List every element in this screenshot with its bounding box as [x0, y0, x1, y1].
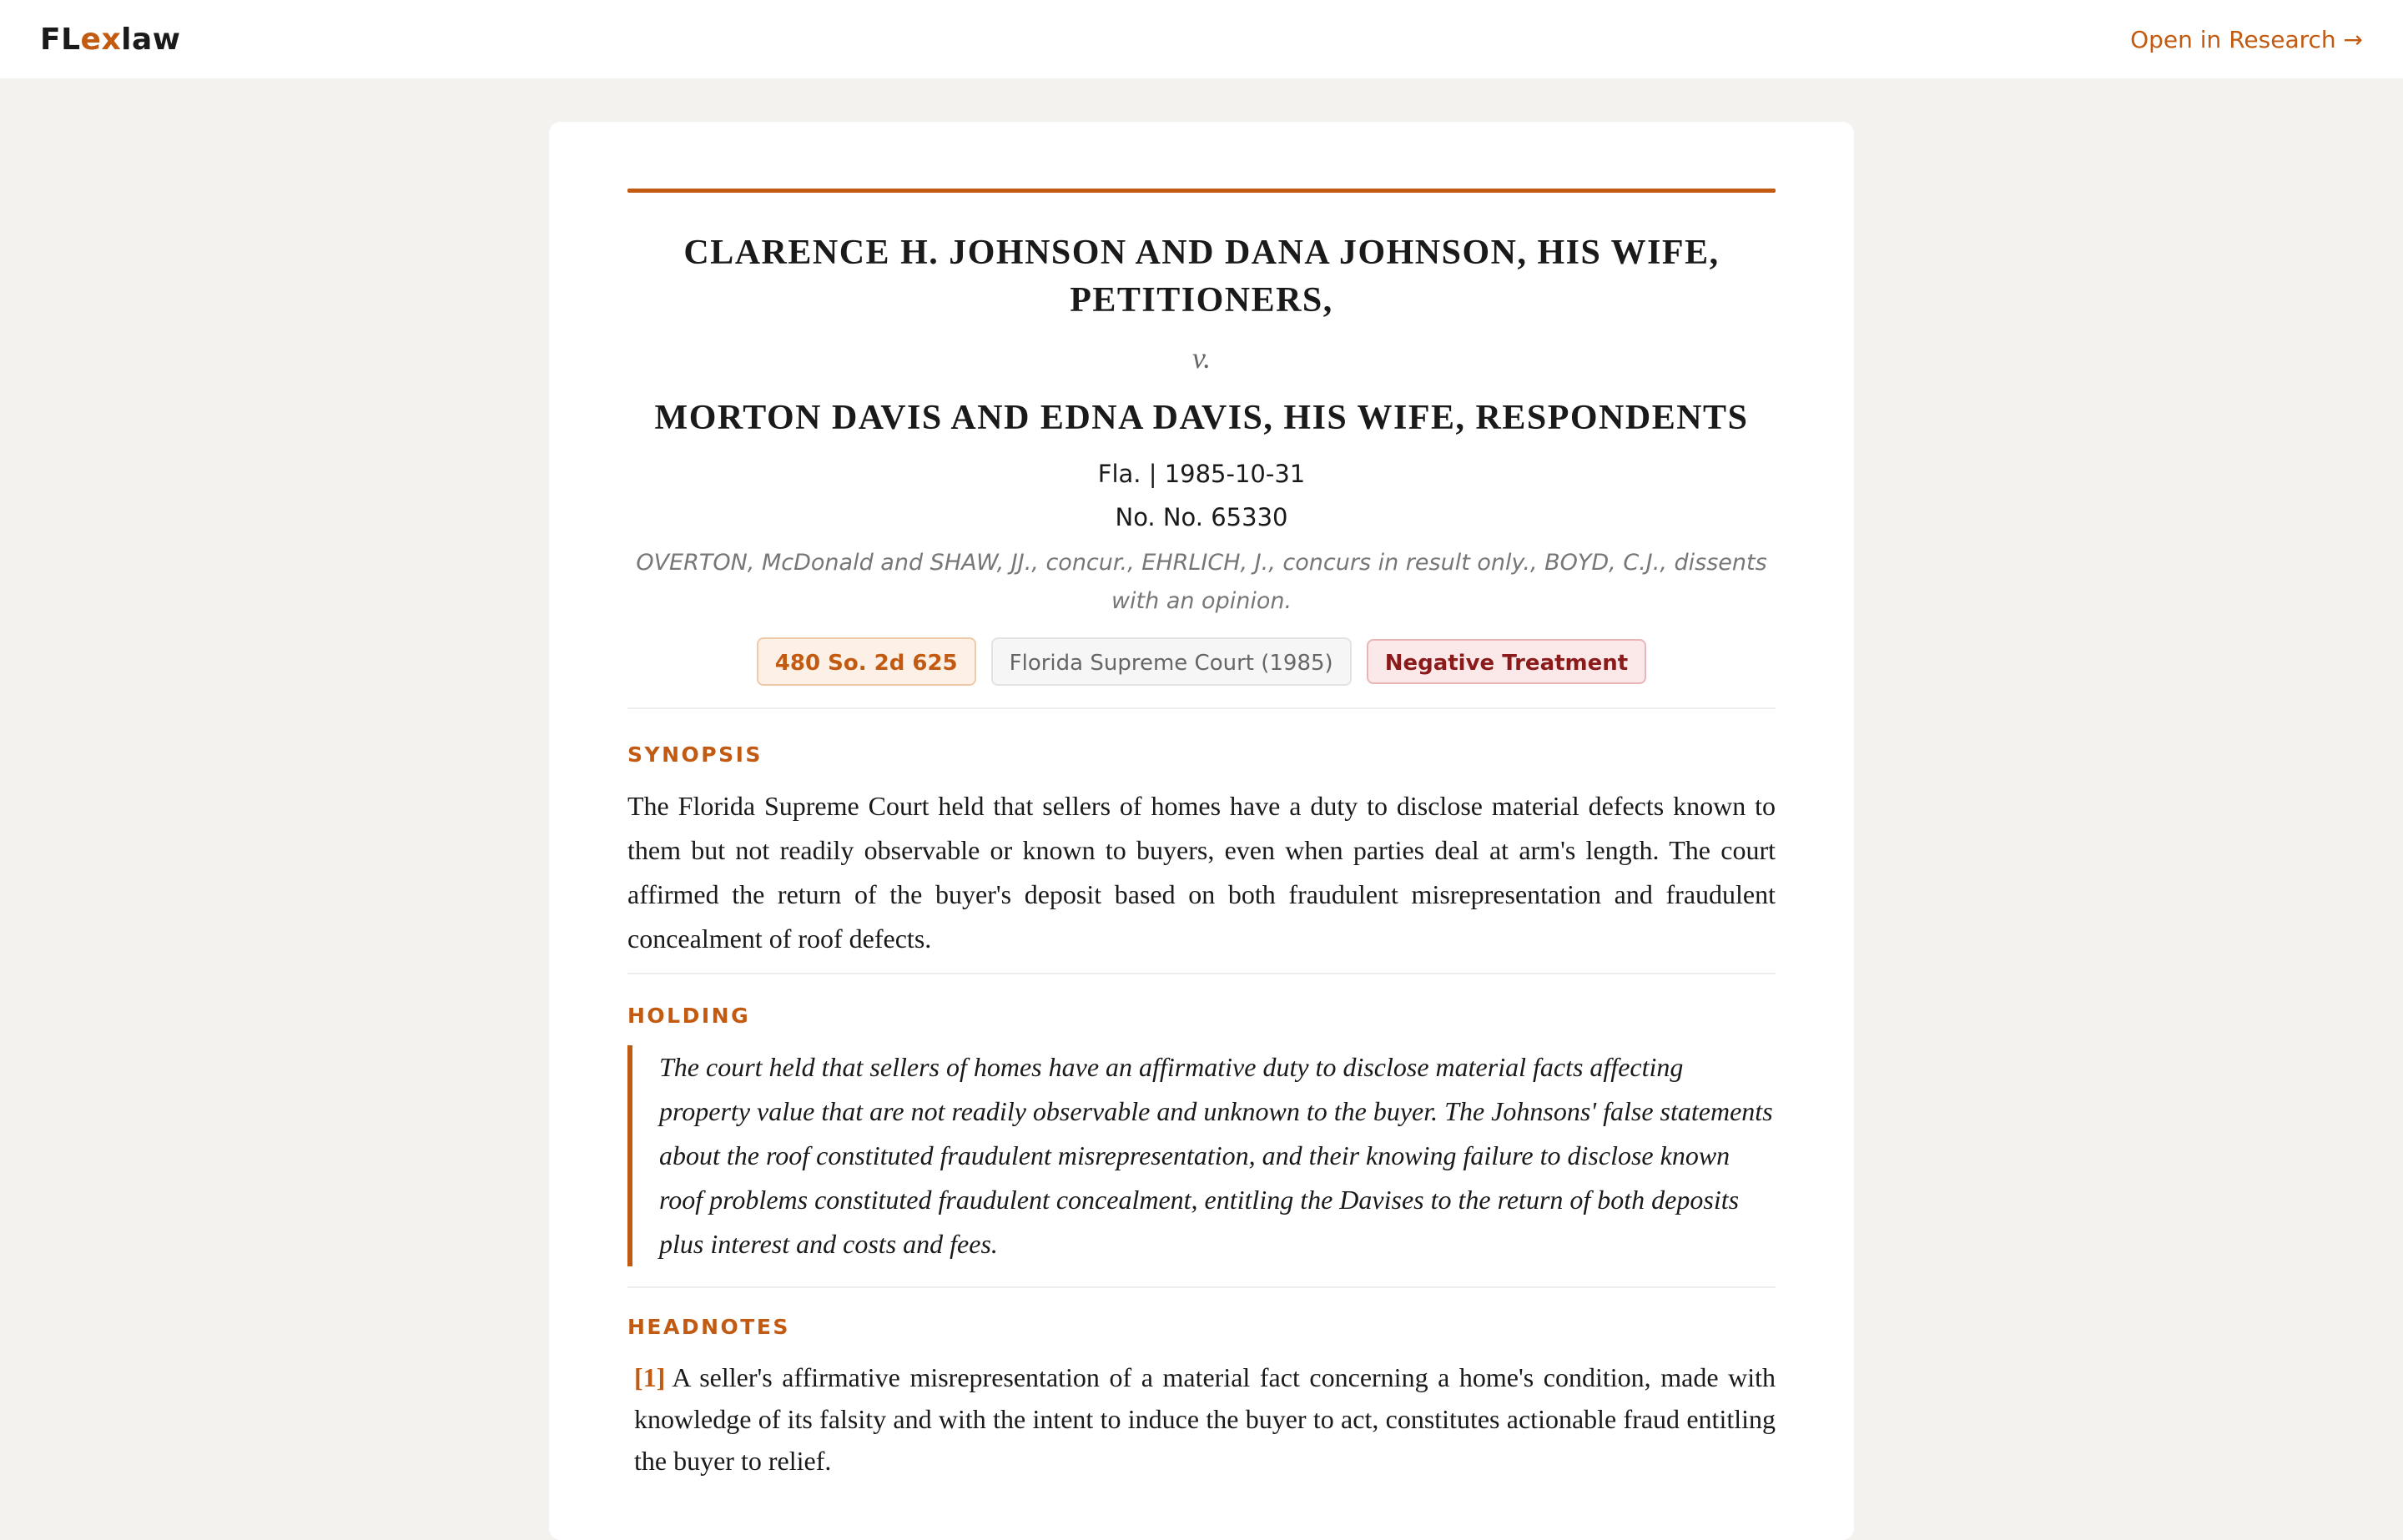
court-date: Fla. | 1985-10-31 [1097, 460, 1306, 488]
divider [627, 707, 1776, 709]
docket-number: No. No. 65330 [1115, 503, 1288, 531]
headnote-item [627, 1356, 1776, 1482]
negative-treatment-badge[interactable]: Negative Treatment [1367, 639, 1647, 684]
headnotes-heading: HEADNOTES [627, 1315, 790, 1339]
judges-line: OVERTON, McDonald and SHAW, JJ., concur., EHRLICH, J., concurs in result only., BOYD, C.J., dissents with an opinion. [636, 550, 1767, 614]
synopsis-text: The Florida Supreme Court held that sellers of homes have a duty to disclose material defects known to them but not readily observable or known to buyers, even when parties deal at arm's length. The court affirmed the return of the buyer's deposit based on both fraudulent misrepresentation and fraudulent concealment of roof defects. [627, 791, 1776, 954]
divider [627, 973, 1776, 974]
headnote-number[interactable]: [1] [634, 1362, 666, 1392]
accent-rule [627, 189, 1776, 193]
synopsis-heading: SYNOPSIS [627, 742, 763, 767]
divider [627, 1286, 1776, 1288]
case-card [549, 122, 1854, 1540]
respondents-title: MORTON DAVIS AND EDNA DAVIS, HIS WIFE, RESPONDENTS [654, 399, 1749, 437]
logo-accent: ex [80, 22, 122, 57]
badge-row [627, 637, 1776, 686]
holding-quote: The court held that sellers of homes have an affirmative duty to disclose material facts affecting property value that are not readily observable and unknown to the buyer. The Johnsons' false statements about the roof constituted fraudulent misrepresentation, and their knowing failure to disclose known roof problems constituted fraudulent concealment, entitling the Davises to the return of both deposits plus interest and costs and fees. [627, 1045, 1776, 1266]
brand-logo[interactable] [40, 23, 181, 57]
court-badge: Florida Supreme Court (1985) [991, 637, 1352, 686]
petitioners-title: CLARENCE H. JOHNSON AND DANA JOHNSON, HIS WIFE, PETITIONERS, [683, 234, 1720, 320]
holding-heading: HOLDING [627, 1004, 751, 1028]
citation-badge[interactable]: 480 So. 2d 625 [757, 637, 976, 686]
versus-label: v. [1191, 341, 1212, 375]
open-in-research-link[interactable]: Open in Research → [2130, 25, 2363, 53]
logo-suffix: law [121, 22, 181, 57]
logo-prefix: FL [40, 22, 81, 57]
headnote-text: A seller's affirmative misrepresentation of a material fact concerning a home's condition, made with knowledge of its falsity and with the intent to induce the buyer to act, constitutes actionable fraud entitling the buyer to relief. [634, 1362, 1776, 1476]
top-bar [0, 0, 2403, 78]
